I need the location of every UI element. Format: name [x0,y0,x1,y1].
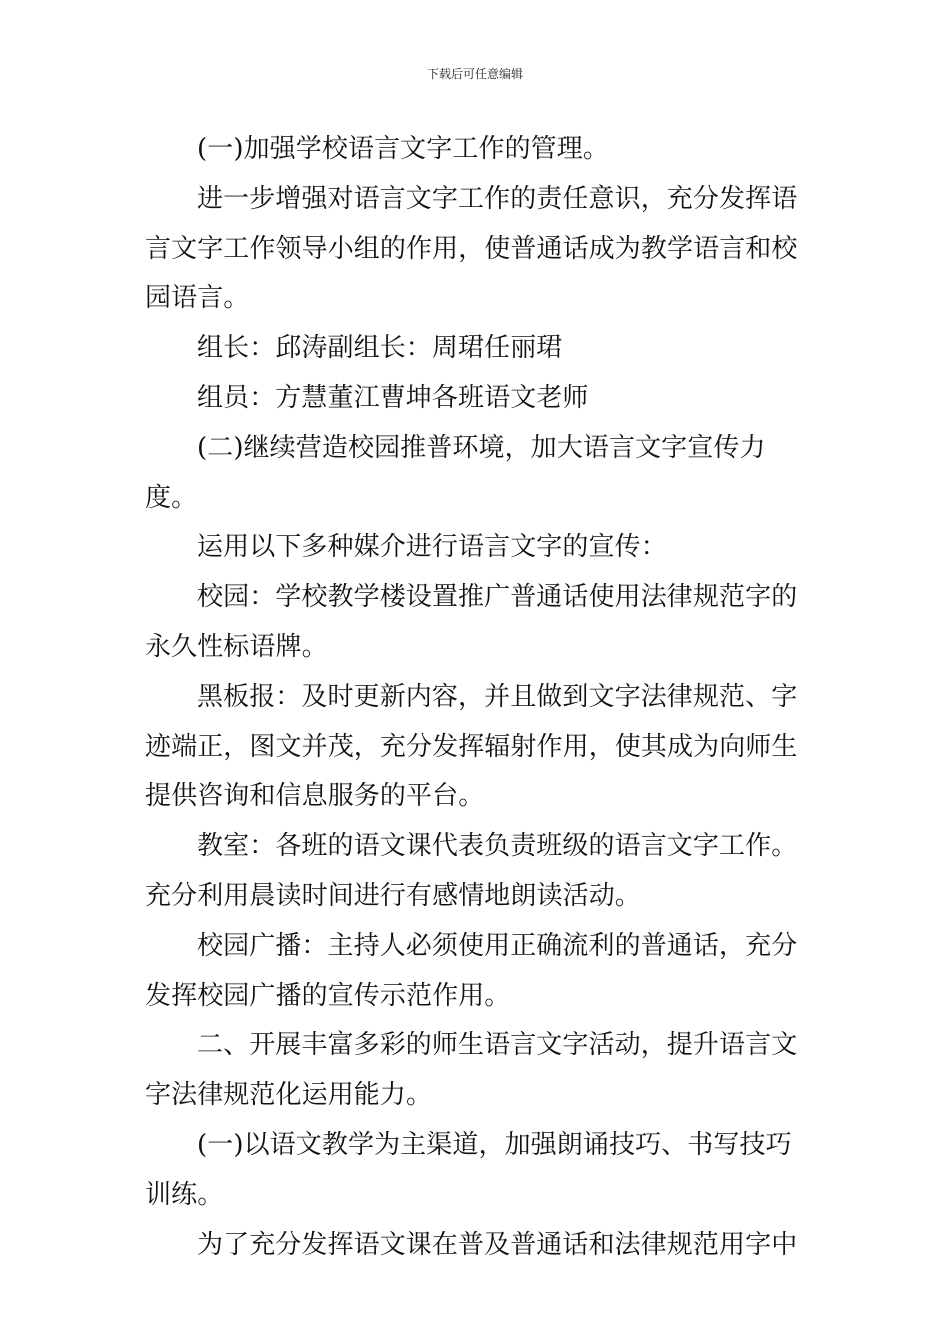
paragraph-final: 为了充分发挥语文课在普及普通话和法律规范用字中 [197,1229,798,1260]
paragraph-blackboard: 黑板报：及时更新内容，并且做到文字法律规范、字迹端正，图文并茂，充分发挥辐射作用，使其成为向师生提供咨询和信息服务的平台。 [145,681,798,812]
paragraph-media-intro: 运用以下多种媒介进行语言文字的宣传： [197,532,667,563]
paragraph-responsibility: 进一步增强对语言文字工作的责任意识，充分发挥语言文字工作领导小组的作用，使普通话成为教学语言和校园语言。 [145,183,798,314]
paragraph-classroom: 教室：各班的语文课代表负责班级的语言文字工作。充分利用晨读时间进行有感情地朗读活动。 [145,831,798,911]
paragraph-group-members: 组员：方慧董江曹坤各班语文老师 [197,382,589,413]
document-body [145,125,809,1270]
paragraph-section-1-heading: (一)加强学校语言文字工作的管理。 [197,134,609,164]
page-header: 下载后可任意编辑 [426,67,523,81]
paragraph-section-2-heading: (二)继续营造校园推普环境，加大语言文字宣传力度。 [145,432,766,513]
paragraph-group-leaders: 组长：邱涛副组长：周珺任丽珺 [197,333,563,364]
paragraph-broadcast: 校园广播：主持人必须使用正确流利的普通话，充分发挥校园广播的宣传示范作用。 [145,930,798,1011]
paragraph-campus: 校园：学校教学楼设置推广普通话使用法律规范字的永久性标语牌。 [145,582,798,662]
paragraph-part-2-heading: 二、开展丰富多彩的师生语言文字活动，提升语言文字法律规范化运用能力。 [145,1030,798,1111]
paragraph-part-2-sub-1: (一)以语文教学为主渠道，加强朗诵技巧、书写技巧训练。 [145,1129,792,1210]
